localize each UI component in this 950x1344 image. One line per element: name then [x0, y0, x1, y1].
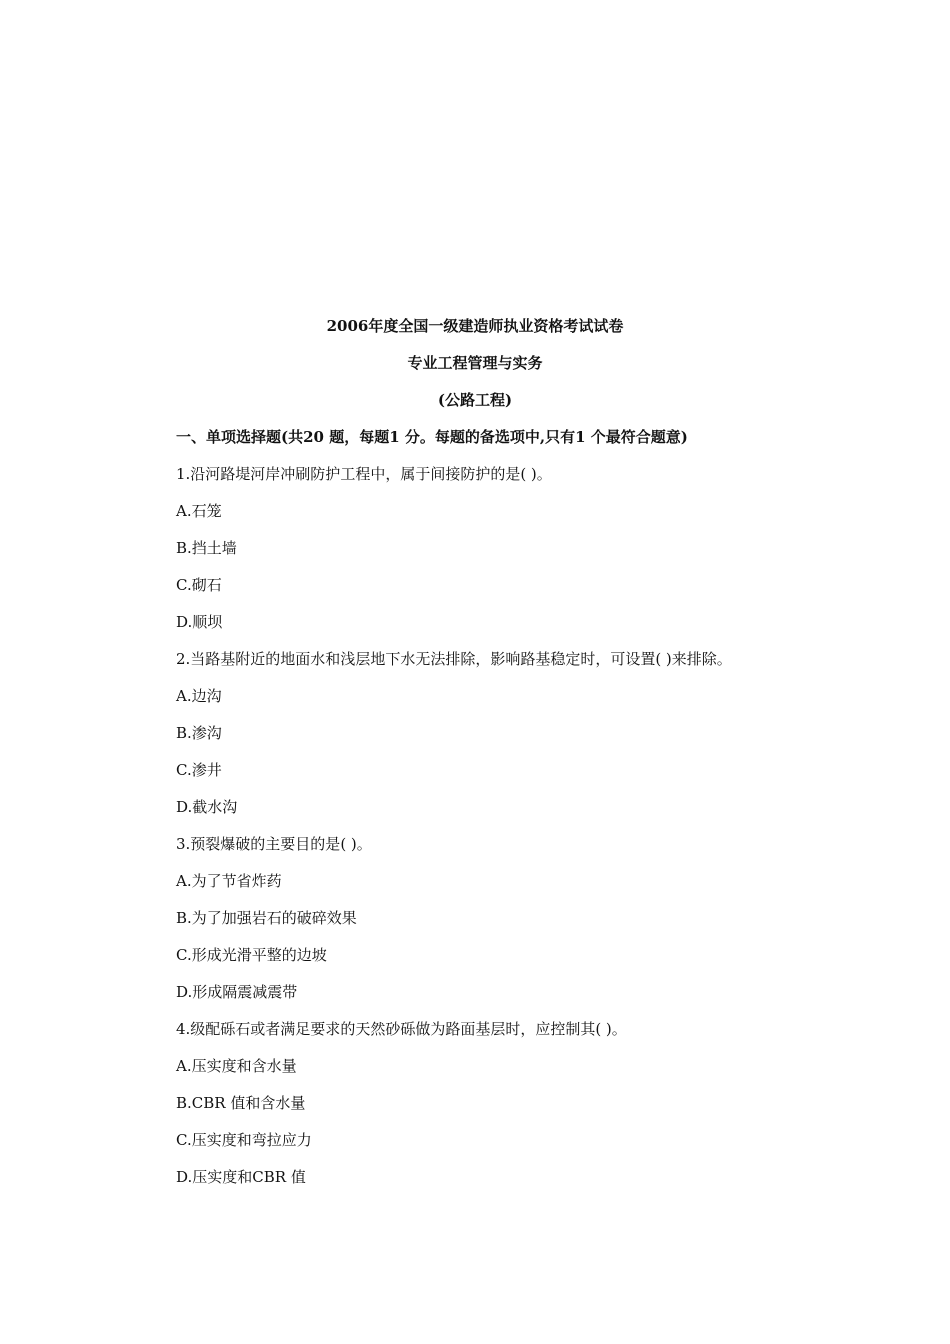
question-option: B.渗沟 [176, 724, 222, 742]
question-option: A.压实度和含水量 [176, 1057, 297, 1075]
exam-title: 2006年度全国一级建造师执业资格考试试卷 [326, 317, 624, 335]
question-option: D.压实度和CBR 值 [176, 1168, 306, 1186]
question-option: B.挡土墙 [176, 539, 237, 557]
specialty-title: (公路工程) [437, 391, 513, 409]
subject-title: 专业工程管理与实务 [407, 354, 543, 372]
question-stem: 1.沿河路堤河岸冲刷防护工程中，属于间接防护的是( )。 [176, 465, 552, 483]
question-option: A.为了节省炸药 [176, 872, 282, 890]
question-option: C.渗井 [176, 761, 222, 779]
question-option: D.顺坝 [176, 613, 223, 631]
question-option: A.边沟 [176, 687, 222, 705]
question-option: A.石笼 [176, 502, 222, 520]
question-option: C.压实度和弯拉应力 [176, 1131, 312, 1149]
question-stem: 2.当路基附近的地面水和浅层地下水无法排除，影响路基稳定时，可设置( )来排除。 [176, 650, 732, 668]
question-option: C.形成光滑平整的边坡 [176, 946, 327, 964]
section-heading: 一、单项选择题(共20 题，每题1 分。每题的备选项中,只有1 个最符合题意) [176, 428, 688, 446]
question-option: C.砌石 [176, 576, 222, 594]
question-stem: 3.预裂爆破的主要目的是( )。 [176, 835, 372, 853]
question-option: B.为了加强岩石的破碎效果 [176, 909, 357, 927]
question-option: B.CBR 值和含水量 [176, 1094, 306, 1112]
question-stem: 4.级配砾石或者满足要求的天然砂砾做为路面基层时，应控制其( )。 [176, 1020, 627, 1038]
question-option: D.形成隔震减震带 [176, 983, 298, 1001]
question-option: D.截水沟 [176, 798, 238, 816]
